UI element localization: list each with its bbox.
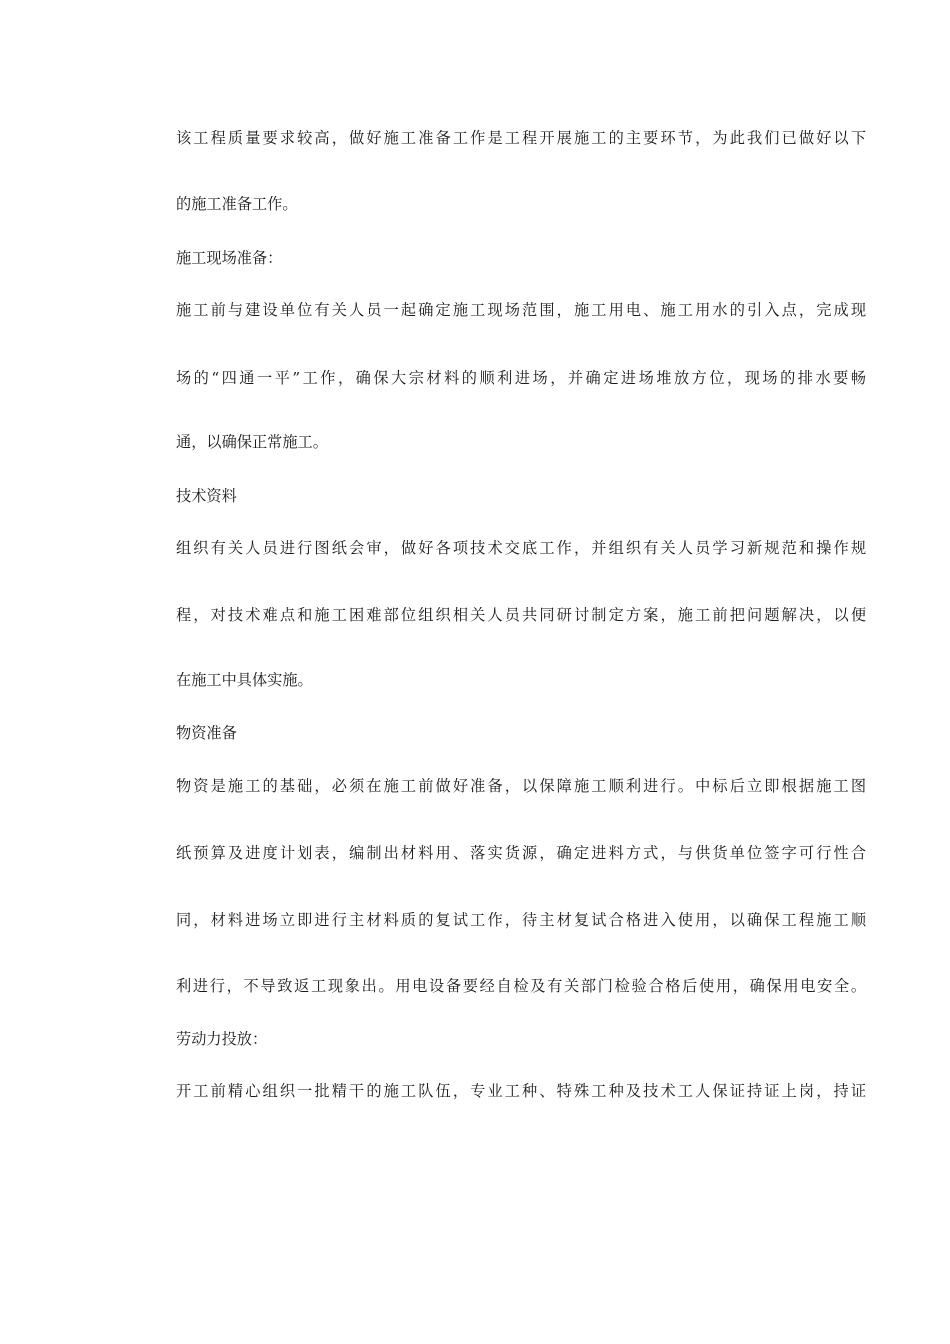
body-text-line: 在施工中具体实施。 <box>176 671 313 689</box>
body-text-line: 物资是施工的基础，必须在施工前做好准备，以保障施工顺利进行。中标后立即根据施工图 <box>176 777 866 795</box>
body-text-line: 程，对技术难点和施工困难部位组织相关人员共同研讨制定方案，施工前把问题解决，以便 <box>176 606 866 624</box>
body-text-line: 通，以确保正常施工。 <box>176 433 328 451</box>
section-heading: 技术资料 <box>176 487 237 505</box>
body-text-line: 利进行，不导致返工现象出。用电设备要经自检及有关部门检验合格后使用，确保用电安全。 <box>176 977 866 995</box>
body-text-line: 纸预算及进度计划表，编制出材料用、落实货源，确定进料方式，与供货单位签字可行性合 <box>176 844 866 862</box>
body-text-line: 施工前与建设单位有关人员一起确定施工现场范围，施工用电、施工用水的引入点，完成现 <box>176 301 866 319</box>
section-heading: 劳动力投放： <box>176 1030 268 1048</box>
body-text-line: 开工前精心组织一批精干的施工队伍，专业工种、特殊工种及技术工人保证持证上岗，持证 <box>176 1082 866 1100</box>
body-text-line: 的施工准备工作。 <box>176 195 298 213</box>
body-text-line: 组织有关人员进行图纸会审，做好各项技术交底工作，并组织有关人员学习新规范和操作规 <box>176 539 866 557</box>
section-heading: 物资准备 <box>176 724 237 742</box>
body-text-line: 该工程质量要求较高，做好施工准备工作是工程开展施工的主要环节，为此我们已做好以下 <box>176 129 866 147</box>
section-heading: 施工现场准备： <box>176 249 283 267</box>
body-text-line: 场的“四通一平”工作，确保大宗材料的顺利进场，并确定进场堆放方位，现场的排水要畅 <box>176 369 866 387</box>
body-text-line: 同，材料进场立即进行主材料质的复试工作，待主材复试合格进入使用，以确保工程施工顺 <box>176 911 866 929</box>
